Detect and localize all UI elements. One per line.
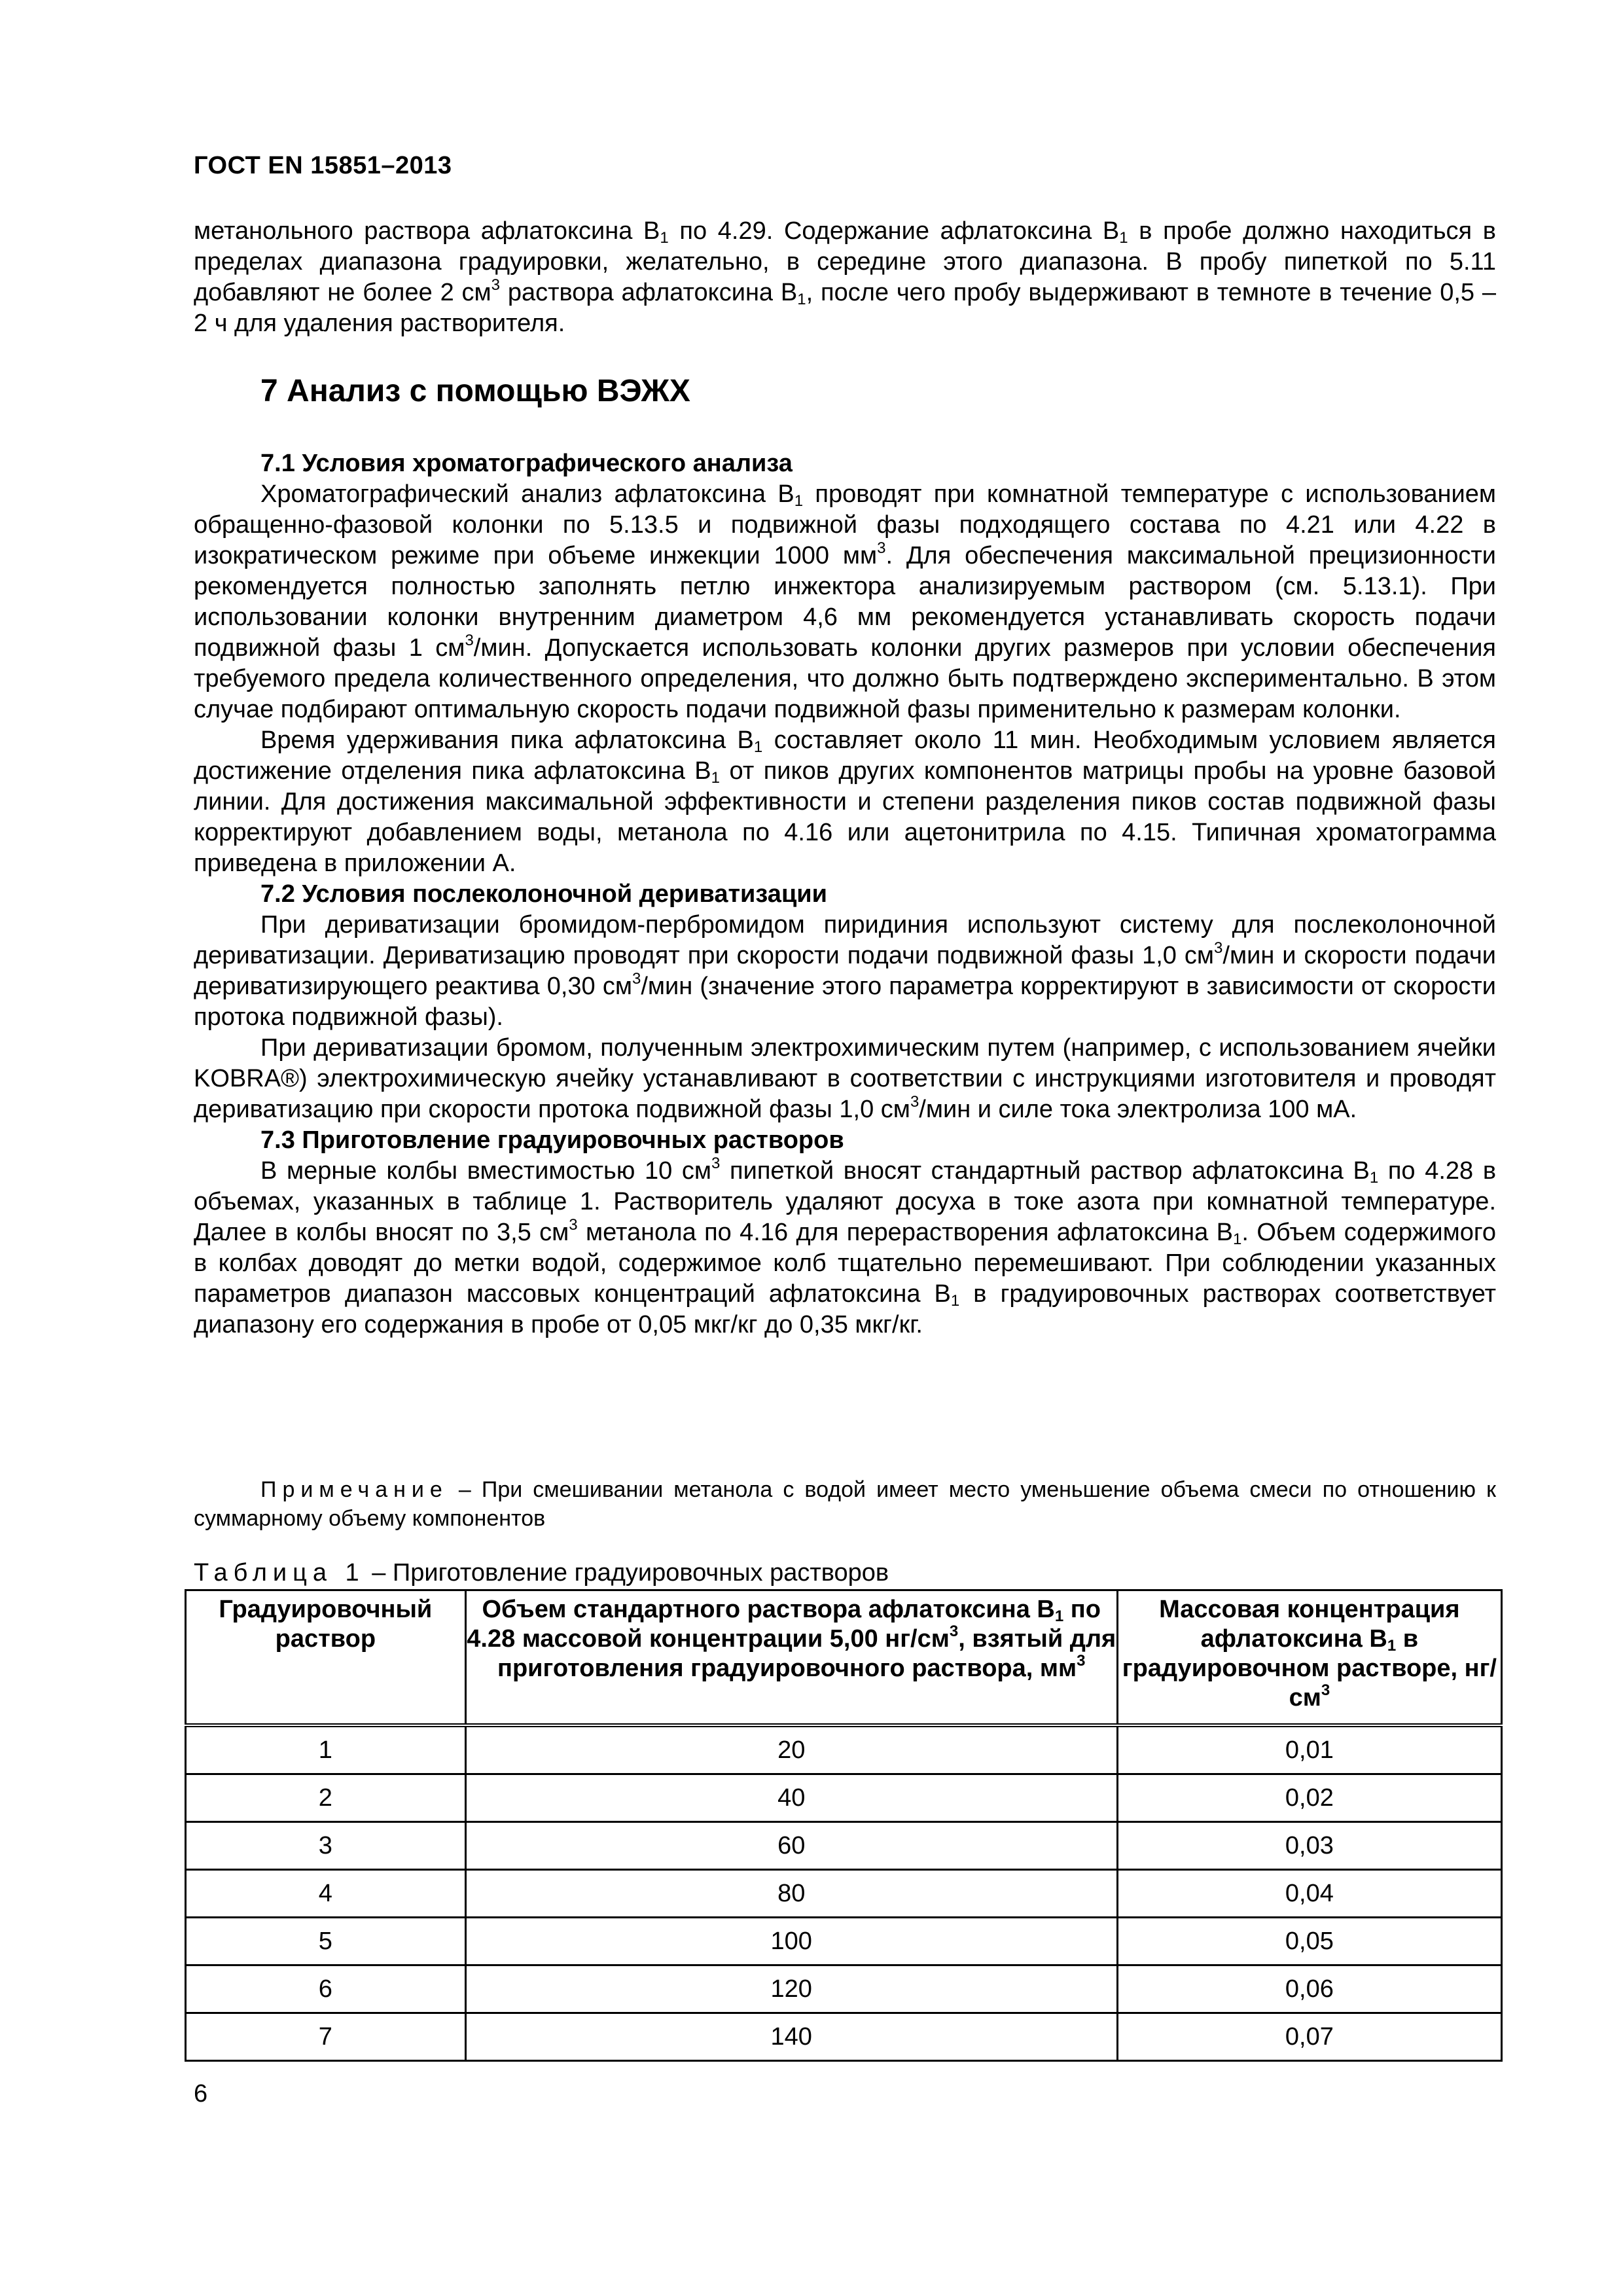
s71-paragraph-1: Хроматографический анализ афлатоксина B1 проводят при комнатной температуре с использованием обращенно-фазовой колонки по 5.13.5 и подвижной фазы подходящего состава по 4.21 или 4.22 в изократическом режиме при объеме инжекции 1000 $мм^3$. Для обеспечения максимальной прецизионности рекомендуется полностью заполнять петлю инжектора анализируемым раствором (см. 5.13.1). При использовании колонки внутренним диаметром 4,6 мм рекомендуется устанавливать скорость подачи подвижной фазы 1 $см^3$/мин. Допускается использовать колонки других размеров при условии обеспечения требуемого предела количественного определения, что должно быть подтверждено экспериментально. В этом случае подбирают оптимальную скорость подачи подвижной фазы применительно к размерам колонки. xyxy=(194,480,1497,723)
note-text: – При смешивании метанола с водой имеет место уменьшение объема смеси по отношению к суммарному объему компонентов xyxy=(194,1477,1496,1531)
table-row: 1 20 0,01 xyxy=(186,1725,1502,1774)
page-number: 6 xyxy=(194,2080,208,2108)
table-caption: Таблица 1 – Приготовление градуировочных растворов xyxy=(194,1559,889,1587)
intro-paragraph xyxy=(194,216,1496,339)
subsection-7-1-title: 7.1 Условия хроматографического анализа xyxy=(260,450,793,477)
document-code-header: ГОСТ EN 15851–2013 xyxy=(194,152,452,179)
note-paragraph xyxy=(194,1475,1496,1533)
table-row: 5 100 0,05 xyxy=(186,1918,1502,1965)
column-header-concentration: Массовая концентрация афлатоксина B1 в градуировочном растворе, $нг/см^3$ xyxy=(1117,1590,1501,1726)
s71-paragraph-2: Время удерживания пика афлатоксина B1 составляет около 11 мин. Необходимым условием является достижение отделения пика афлатоксина B1 от пиков других компонентов матрицы пробы на уровне базовой линии. Для достижения максимальной эффективности и степени разделения пиков состав подвижной фазы корректируют добавлением воды, метанола по 4.16 или ацетонитрила по 4.15. Типичная хроматограмма приведена в приложении А. xyxy=(194,726,1497,877)
column-header-solution: Градуировочный раствор xyxy=(186,1590,466,1726)
table-header-row xyxy=(186,1590,1502,1726)
table-row: 4 80 0,04 xyxy=(186,1870,1502,1918)
note-label: Примечание xyxy=(260,1477,448,1502)
table-row: 2 40 0,02 xyxy=(186,1774,1502,1822)
section-7-body xyxy=(194,448,1496,1340)
intro-text: метанольного раствора афлатоксина B1 по 4.29. Содержание афлатоксина B1 в пробе должно находиться в пределах диапазона градуировки, желательно, в середине этого диапазона. В пробу пипеткой по 5.11 добавляют не более 2 $см^3$ раствора афлатоксина B1, после чего пробу выдерживают в темноте в течение 0,5 – 2 ч для удаления растворителя. xyxy=(194,217,1496,337)
table-row: 7 140 0,07 xyxy=(186,2013,1502,2061)
section-7-title: 7 Анализ с помощью ВЭЖХ xyxy=(260,374,690,408)
table-row: 3 60 0,03 xyxy=(186,1822,1502,1870)
table-row: 6 120 0,06 xyxy=(186,1965,1502,2013)
subsection-7-2-title: 7.2 Условия послеколоночной дериватизации xyxy=(260,880,828,908)
s73-paragraph-1: В мерные колбы вместимостью 10 $см^3$ пипеткой вносят стандартный раствор афлатоксина B1 по 4.28 в объемах, указанных в таблице 1. Растворитель удаляют досуха в токе азота при комнатной температуре. Далее в колбы вносят по 3,5 $см^3$ метанола по 4.16 для перерастворения афлатоксина B1. Объем содержимого в колбах доводят до метки водой, содержимое колб тщательно перемешивают. При соблюдении указанных параметров диапазон массовых концентраций афлатоксина B1 в градуировочных растворах соответствует диапазону его содержания в пробе от 0,05 мкг/кг до 0,35 мкг/кг. xyxy=(194,1155,1497,1338)
column-header-volume: Объем стандартного раствора афлатоксина B1 по 4.28 массовой концентрации 5,00 $нг/см^3$, взятый для приготовления градуировочного раствора, $мм^3$ xyxy=(465,1590,1117,1726)
s72-paragraph-2: При дериватизации бромом, полученным электрохимическим путем (например, с использованием ячейки KOBRA®) электрохимическую ячейку устанавливают в соответствии с инструкциями изготовителя и проводят дериватизацию при скорости протока подвижной фазы 1,0 $см^3$/мин и силе тока электролиза 100 мА. xyxy=(194,1034,1496,1123)
subsection-7-3-title: 7.3 Приготовление градуировочных растворов xyxy=(260,1126,844,1154)
s72-paragraph-1: При дериватизации бромидом-пербромидом пиридиния используют систему для послеколоночной дериватизации. Дериватизацию проводят при скорости подачи подвижной фазы 1,0 $см^3$/мин и скорости подачи дериватизирующего реактива 0,30 $см^3$/мин (значение этого параметра корректируют в зависимости от скорости протока подвижной фазы). xyxy=(194,911,1497,1031)
calibration-table xyxy=(185,1589,1503,2062)
